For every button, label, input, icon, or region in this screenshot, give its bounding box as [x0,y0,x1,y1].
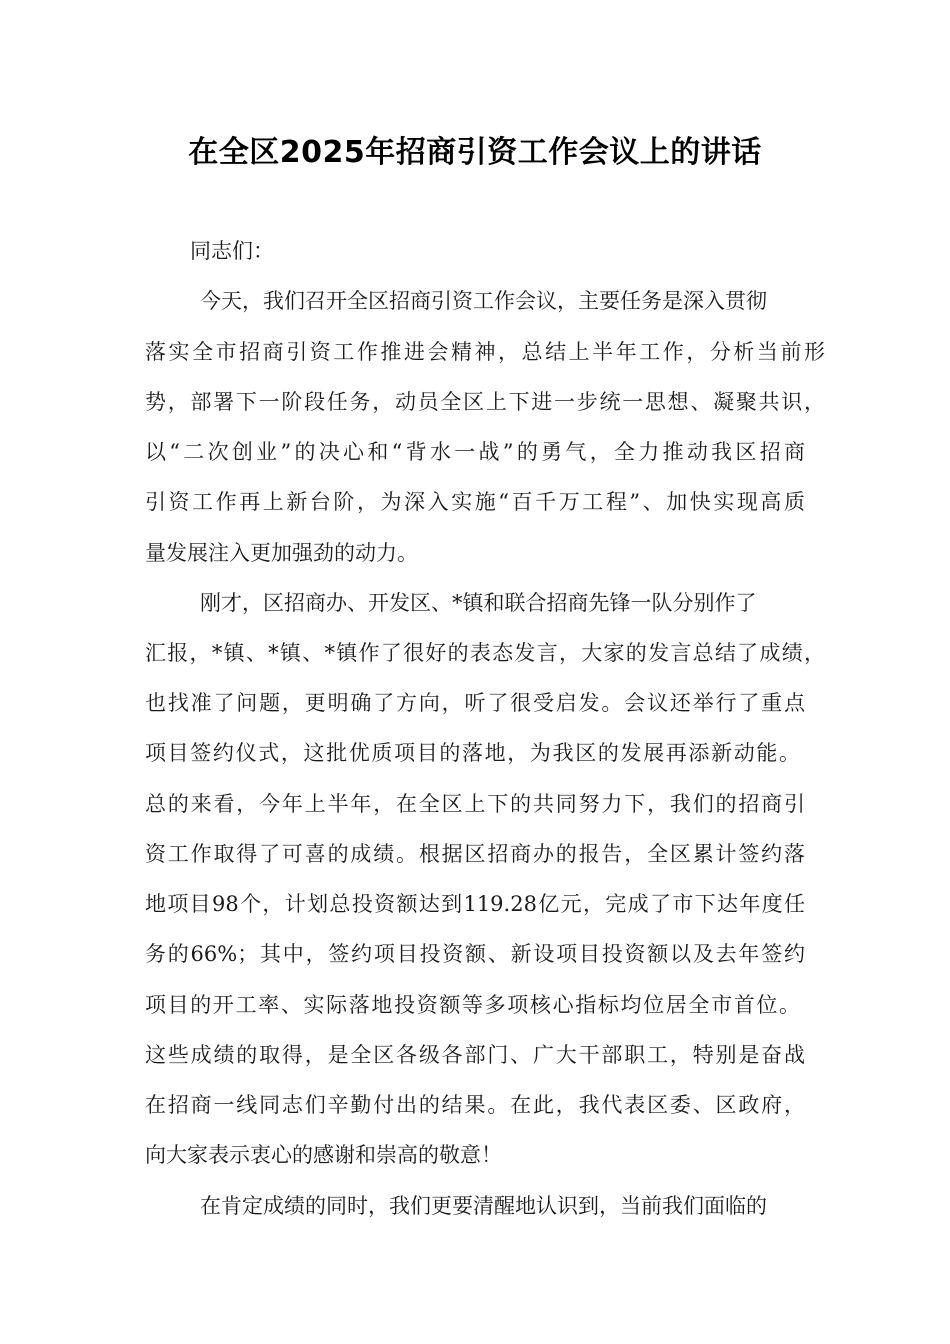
salutation: 同志们： [190,239,274,263]
paragraph-line: 这些成绩的取得，是全区各级各部门、广大干部职工，特别是奋战 [145,1043,805,1067]
paragraph-line: 在招商一线同志们辛勤付出的结果。在此，我代表区委、区政府， [145,1093,805,1117]
paragraph-line: 也找准了问题，更明确了方向，听了很受启发。会议还举行了重点 [145,691,805,715]
paragraph-line: 项目签约仪式，这批优质项目的落地，为我区的发展再添新动能。 [145,741,800,765]
paragraph-line: 今天，我们召开全区招商引资工作会议，主要任务是深入贯彻 [200,289,767,313]
paragraph-line: 总的来看，今年上半年，在全区上下的共同努力下，我们的招商引 [145,792,805,816]
paragraph-line: 向大家表示衷心的感谢和崇高的敬意！ [145,1143,502,1167]
paragraph-line: 项目的开工率、实际落地投资额等多项核心指标均位居全市首位。 [145,993,800,1017]
paragraph-line: 资工作取得了可喜的成绩。根据区招商办的报告，全区累计签约落 [145,842,805,866]
paragraph-line: 刚才，区招商办、开发区、*镇和联合招商先锋一队分别作了 [200,591,757,615]
paragraph-line: 汇报，*镇、*镇、*镇作了很好的表态发言，大家的发言总结了成绩， [145,641,825,665]
paragraph-line: 务的66%；其中，签约项目投资额、新设项目投资额以及去年签约 [145,942,805,966]
paragraph-line: 以“二次创业”的决心和“背水一战”的勇气，全力推动我区招商 [145,440,805,464]
paragraph-line: 势，部署下一阶段任务，动员全区上下进一步统一思想、凝聚共识， [145,390,825,414]
paragraph-line: 地项目98个，计划总投资额达到119.28亿元，完成了市下达年度任 [145,892,805,916]
paragraph-line: 落实全市招商引资工作推进会精神，总结上半年工作，分析当前形 [145,340,825,364]
paragraph-line: 引资工作再上新台阶，为深入实施“百千万工程”、加快实现高质 [145,490,805,514]
paragraph-line: 量发展注入更加强劲的动力。 [145,541,418,565]
document-title: 在全区2025年招商引资工作会议上的讲话 [188,135,762,170]
paragraph-line: 在肯定成绩的同时，我们更要清醒地认识到，当前我们面临的 [200,1194,767,1218]
